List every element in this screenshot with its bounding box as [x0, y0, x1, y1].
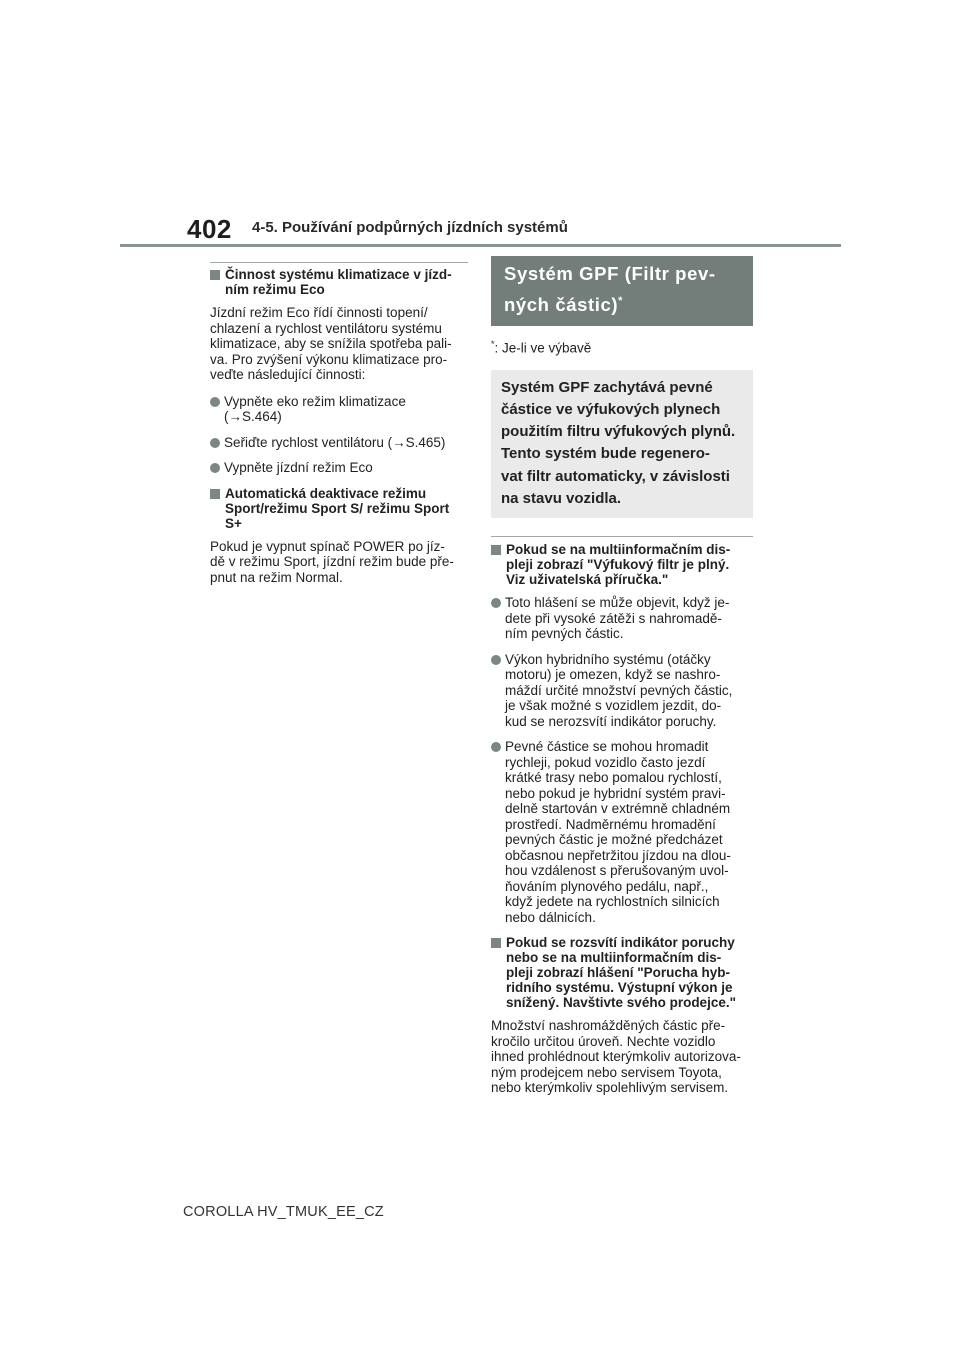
- list-item-text: Seřiďte rychlost ventilátoru (→S.465): [224, 434, 446, 450]
- header-divider: [120, 244, 841, 247]
- circle-bullet-icon: [210, 438, 220, 448]
- subheading-malfunction: [491, 935, 753, 1010]
- list-item-text: Vypněte eko režim klimatizace (→S.464): [224, 393, 406, 424]
- list-item-text: Vypněte jízdní režim Eco: [224, 460, 373, 475]
- section-title: 4-5. Používání podpůrných jízdních systémů: [252, 219, 568, 236]
- subheading-text: Pokud se rozsvítí indikátor poruchy nebo se na multiinformačním dis- pleji zobrazí hlášení "Porucha hyb- ridního systému. Výstupní výkon je snížený. Navštivte svého prodejce.": [506, 935, 736, 1011]
- footnote: [491, 339, 753, 356]
- list-item: [210, 435, 468, 451]
- subheading-filter-full: [491, 542, 753, 587]
- subheading-divider: [491, 536, 753, 537]
- list-item-text: Toto hlášení se může objevit, když je- dete při vysoké zátěži s nahromadě- ním pevných částic.: [505, 595, 730, 642]
- paragraph-sport-deactivation: Pokud je vypnut spínač POWER po jíz- dě v režimu Sport, jízdní režim bude pře- pnut na režim Normal.: [210, 538, 454, 585]
- circle-bullet-icon: [491, 742, 501, 752]
- title-footnote-marker: *: [618, 294, 624, 307]
- list-item: [491, 595, 753, 642]
- list-item: [210, 394, 468, 425]
- subheading-eco-climate: [210, 267, 468, 297]
- square-bullet-icon: [210, 489, 220, 499]
- paragraph-eco-climate: Jízdní režim Eco řídí činnosti topení/ chlazení a rychlost ventilátoru systému klimatizace, aby se snížila spotřeba pali- va. Pro zvýšení výkonu klimatizace pro- veďte následující činnosti:: [210, 305, 452, 382]
- list-item: [491, 739, 753, 925]
- circle-bullet-icon: [210, 397, 220, 407]
- list-item-text: Výkon hybridního systému (otáčky motoru) je omezen, když se nashro- máždí určité množství pevných částic, je však možné s vozidlem jezdit, do- kud se nerozsvítí indikátor poruchy.: [505, 651, 733, 729]
- circle-bullet-icon: [210, 463, 220, 473]
- list-item-text: Pevné částice se mohou hromadit rychleji, pokud vozidlo často jezdí krátké trasy nebo pomalou rychlostí, nebo pokud je hybridní systém pravi- delně startován v extrémně chladném prostředí. Nadměrnému hromadění pevných částic je možné předcházet občasnou nepřetržitou jízdou na dlou- hou vzdálenost s přerušovaným uvol- ňováním plynového pedálu, např., když jedete na rychlostních silnicích nebo dálnicích.: [505, 739, 731, 925]
- gpf-title: Systém GPF (Filtr pev- ných částic): [504, 263, 716, 315]
- page-number: 402: [187, 214, 232, 244]
- square-bullet-icon: [491, 938, 501, 948]
- subheading-text: Pokud se na multiinformačním dis- pleji zobrazí "Výfukový filtr je plný. Viz uživatelská příručka.": [506, 542, 731, 588]
- footnote-marker: *: [491, 339, 495, 349]
- subheading-sport-deactivation: [210, 486, 468, 531]
- right-column: [491, 256, 753, 1107]
- footer-model-code: COROLLA HV_TMUK_EE_CZ: [183, 1204, 384, 1220]
- list-item: [491, 652, 753, 730]
- list-item: [210, 460, 468, 476]
- footnote-text: : Je-li ve výbavě: [494, 340, 592, 356]
- square-bullet-icon: [491, 545, 501, 555]
- subheading-text: Automatická deaktivace režimu Sport/režimu Sport S/ režimu Sport S+: [225, 485, 450, 531]
- subheading-text: Činnost systému klimatizace v jízd- ním režimu Eco: [225, 267, 452, 297]
- square-bullet-icon: [210, 270, 220, 280]
- left-column: [210, 262, 468, 596]
- subheading-divider: [210, 262, 468, 263]
- circle-bullet-icon: [491, 598, 501, 608]
- circle-bullet-icon: [491, 655, 501, 665]
- intro-box: Systém GPF zachytává pevné částice ve výfukových plynech použitím filtru výfukových plynů. Tento systém bude regenero- vat filtr automaticky, v závislosti na stavu vozidla.: [491, 370, 753, 519]
- section-title-box: [491, 256, 753, 326]
- paragraph-malfunction: Množství nashromážděných částic pře- kročilo určitou úroveň. Nechte vozidlo ihned prohlédnout kterýmkoliv autorizova- ným prodejcem nebo servisem Toyota, nebo kterýmkoliv spolehlivým servisem.: [491, 1018, 741, 1096]
